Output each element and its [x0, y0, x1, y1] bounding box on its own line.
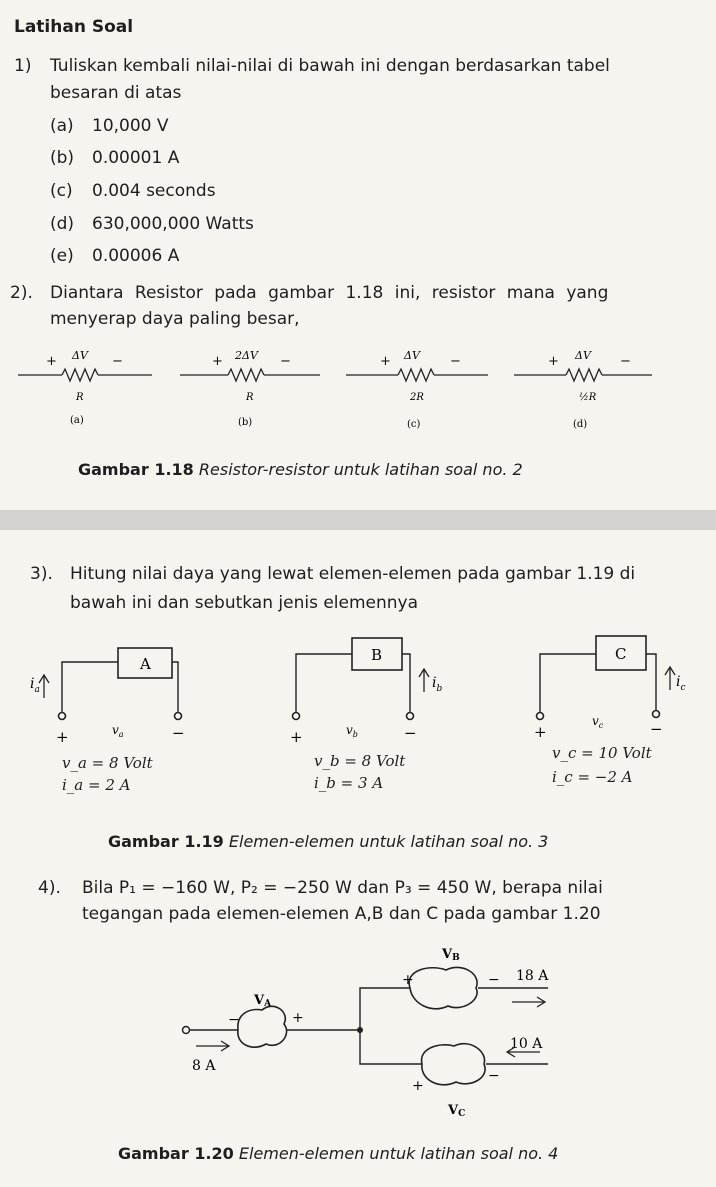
vb-label: [441, 947, 460, 963]
element-a-voltage-value: v_a = 8 Volt: [62, 754, 153, 772]
q1-item-value: 0.00001 A: [92, 148, 180, 168]
q1-item-value: 0.004 seconds: [92, 181, 216, 201]
resistor-label: (b): [238, 417, 253, 428]
current-label: [676, 674, 686, 693]
plus-sign: +: [290, 728, 303, 746]
q3-text-line1: Hitung nilai daya yang lewat elemen-elemen pada gambar 1.19 di: [70, 564, 636, 584]
vc-minus: −: [488, 1068, 500, 1084]
element-b-current-label: 18 A: [516, 968, 549, 984]
resistor-label: (d): [573, 419, 588, 430]
q3-text-line2: bawah ini dan sebutkan jenis elemennya: [70, 593, 419, 613]
plus-sign: +: [548, 354, 559, 369]
plus-sign: +: [56, 728, 69, 746]
caption-text: Elemen-elemen untuk latihan soal no. 3: [228, 832, 549, 851]
plus-sign: +: [380, 354, 391, 369]
q1-item-label: (d): [50, 214, 75, 234]
page-bottom: [0, 530, 716, 1187]
minus-sign: −: [280, 354, 291, 369]
current-label: [432, 675, 442, 694]
resistor-a: [18, 349, 152, 426]
element-name: B: [371, 646, 383, 664]
resistance-label: ½R: [579, 392, 597, 403]
resistor-label: (a): [70, 415, 84, 426]
minus-sign: −: [620, 354, 631, 369]
resistor-label: (c): [407, 419, 421, 430]
resistance-label: R: [76, 392, 84, 403]
figure-1-19-caption: [108, 832, 548, 851]
figure-1-20-caption: [118, 1144, 558, 1163]
vc-label: [447, 1103, 465, 1119]
voltage-label: [592, 714, 604, 730]
voltage-subscript: a: [118, 730, 124, 739]
element-c-voltage-value: v_c = 10 Volt: [552, 744, 652, 762]
vb-symbol: V: [442, 947, 453, 962]
current-symbol: i: [432, 675, 437, 691]
q1-item-value: 630,000,000 Watts: [92, 214, 254, 234]
element-name: A: [140, 655, 151, 673]
caption-number: Gambar 1.19: [108, 832, 224, 851]
element-c-blob: [422, 1044, 486, 1085]
q4-number: 4).: [38, 878, 61, 898]
current-subscript: b: [436, 684, 443, 694]
q1-item-value: 0.00006 A: [92, 246, 180, 266]
voltage-symbol: v: [592, 714, 599, 728]
element-c-current-label: 10 A: [510, 1036, 543, 1052]
plus-sign: +: [46, 354, 57, 369]
q2-number: 2).: [10, 283, 33, 303]
element-c-current-value: i_c = −2 A: [552, 768, 633, 786]
vb-subscript: B: [452, 953, 460, 963]
element-name: C: [615, 645, 627, 663]
caption-number: Gambar 1.18: [78, 460, 194, 479]
element-a: [30, 648, 185, 746]
voltage-label: [112, 723, 124, 739]
plus-sign: +: [534, 723, 547, 741]
voltage-label: ΔV: [404, 349, 420, 362]
minus-sign: −: [450, 354, 461, 369]
voltage-label: ΔV: [575, 349, 591, 362]
caption-number: Gambar 1.20: [118, 1144, 234, 1163]
q1-text-line1: Tuliskan kembali nilai-nilai di bawah ini dengan berdasarkan tabel: [50, 56, 610, 76]
q4-text-line2: tegangan pada elemen-elemen A,B dan C pada gambar 1.20: [82, 904, 601, 924]
input-current-label: 8 A: [192, 1058, 216, 1074]
q2-text-line1: Diantara Resistor pada gambar 1.18 ini, resistor mana yang: [50, 283, 609, 303]
minus-sign: −: [404, 724, 417, 742]
vb-minus: −: [488, 972, 500, 988]
q1-item-label: (e): [50, 246, 74, 266]
voltage-label: 2ΔV: [235, 349, 258, 362]
page-top: [0, 0, 716, 510]
minus-sign: −: [172, 724, 185, 742]
resistor-b: [180, 349, 320, 428]
voltage-label: [346, 723, 358, 739]
va-subscript: A: [264, 999, 272, 1009]
q1-item-value: 10,000 V: [92, 116, 169, 136]
current-subscript: c: [680, 683, 686, 693]
q1-item-label: (b): [50, 148, 75, 168]
minus-sign: −: [650, 720, 663, 738]
vc-plus: +: [412, 1078, 424, 1094]
voltage-subscript: b: [352, 730, 358, 739]
figure-1-18: [0, 345, 716, 445]
element-b-current-value: i_b = 3 A: [314, 774, 384, 792]
input-terminal: [183, 1027, 190, 1034]
voltage-symbol: v: [112, 723, 119, 737]
va-symbol: V: [254, 993, 265, 1008]
resistor-c: [346, 349, 488, 430]
section-heading: Latihan Soal: [14, 17, 134, 37]
element-b: [290, 638, 442, 746]
caption-text: Resistor-resistor untuk latihan soal no. 2: [198, 460, 523, 479]
voltage-symbol: v: [346, 723, 353, 737]
element-b-blob: [409, 967, 477, 1008]
element-b-voltage-value: v_b = 8 Volt: [314, 752, 406, 770]
minus-sign: −: [112, 354, 123, 369]
current-symbol: i: [676, 674, 681, 690]
element-a-current-value: i_a = 2 A: [62, 776, 131, 794]
caption-text: Elemen-elemen untuk latihan soal no. 4: [238, 1144, 559, 1163]
q1-item-label: (c): [50, 181, 73, 201]
q1-text-line2: besaran di atas: [50, 83, 182, 103]
figure-1-20: [0, 940, 716, 1140]
page-separator: [0, 510, 716, 530]
plus-sign: +: [212, 354, 223, 369]
q1-number: 1): [14, 56, 32, 76]
vb-plus: +: [402, 972, 414, 988]
q3-number: 3).: [30, 564, 53, 584]
current-label: [30, 676, 40, 695]
q4-text-line1: Bila P₁ = −160 W, P₂ = −250 W dan P₃ = 450 W, berapa nilai: [82, 878, 603, 898]
element-a-blob: [238, 1006, 287, 1047]
vc-symbol: V: [448, 1103, 459, 1118]
element-c: [534, 636, 686, 741]
voltage-label: ΔV: [72, 349, 88, 362]
voltage-subscript: c: [598, 721, 604, 730]
va-plus: +: [292, 1010, 304, 1026]
figure-1-18-caption: [78, 460, 523, 479]
current-subscript: a: [34, 685, 40, 695]
resistance-label: 2R: [410, 392, 424, 403]
vc-subscript: C: [458, 1109, 466, 1119]
va-label: [253, 993, 272, 1009]
current-symbol: i: [30, 676, 35, 692]
resistor-d: [514, 349, 652, 430]
resistance-label: R: [246, 392, 254, 403]
q1-item-label: (a): [50, 116, 74, 136]
va-minus: −: [228, 1012, 240, 1028]
q2-text-line2: menyerap daya paling besar,: [50, 309, 300, 329]
